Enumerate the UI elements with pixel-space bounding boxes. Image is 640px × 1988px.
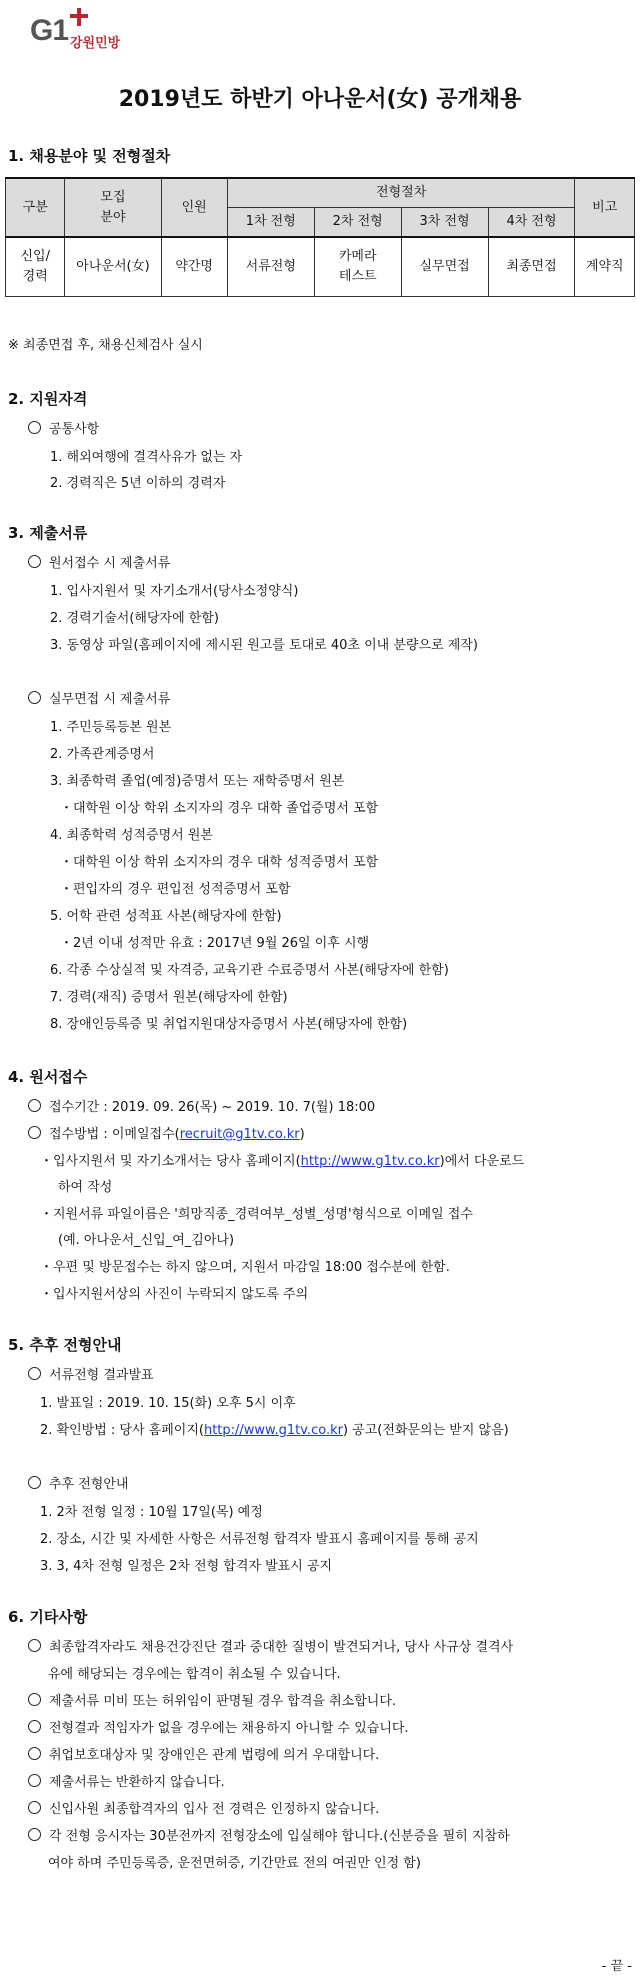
misc-item-text: 전형결과 적임자가 없을 경우에는 채용하지 아니할 수 있습니다. xyxy=(49,1721,409,1736)
document-item: 3. 동영상 파일(홈페이지에 제시된 원고를 토대로 40초 이내 분량으로 제작) xyxy=(50,638,478,653)
section-6-heading: 6. 기타사항 xyxy=(8,1608,88,1626)
cell-step-4: 최종면접 xyxy=(488,237,575,297)
misc-item xyxy=(28,1717,409,1736)
process-table xyxy=(5,177,635,297)
header-step-2: 2차 전형 xyxy=(314,208,401,238)
header-people: 인원 xyxy=(161,178,227,237)
screening-result-group-label: 서류전형 결과발표 xyxy=(49,1368,154,1383)
followup-item: 1. 2차 전형 일정 : 10월 17일(목) 예정 xyxy=(40,1505,263,1520)
document-item: 6. 각종 수상실적 및 자격증, 교육기관 수료증명서 사본(해당자에 한함) xyxy=(50,963,449,978)
document-item: 3. 최종학력 졸업(예정)증명서 또는 재학증명서 원본 xyxy=(50,774,345,789)
document-subitem: ・대학원 이상 학위 소지자의 경우 대학 성적증명서 포함 xyxy=(60,855,379,870)
section-5-heading: 5. 추후 전형안내 xyxy=(8,1336,122,1354)
cell-step-1: 서류전형 xyxy=(227,237,314,297)
logo-cross-icon xyxy=(70,8,88,26)
section-1-heading: 1. 채용분야 및 전형절차 xyxy=(8,147,171,165)
misc-item-text: 신입사원 최종합격자의 입사 전 경력은 인정하지 않습니다. xyxy=(49,1802,380,1817)
circle-bullet-icon xyxy=(28,1828,41,1841)
circle-bullet-icon xyxy=(28,1720,41,1733)
screening-result-group xyxy=(28,1364,154,1383)
application-period xyxy=(28,1096,375,1115)
cell-gubun xyxy=(6,237,65,297)
misc-item xyxy=(28,1771,225,1790)
document-item: 2. 경력기술서(해당자에 한함) xyxy=(50,611,219,626)
circle-bullet-icon xyxy=(28,1639,41,1652)
screening-item xyxy=(40,1419,509,1438)
qualification-item: 2. 경력직은 5년 이하의 경력자 xyxy=(50,476,226,491)
circle-bullet-icon xyxy=(28,1367,41,1380)
method-bullet: ・지원서류 파일이름은 '희망직종_경력여부_성별_성명'형식으로 이메일 접수 xyxy=(40,1207,473,1222)
misc-item xyxy=(28,1690,396,1709)
qualification-group-label: 공통사항 xyxy=(49,422,100,437)
document-item: 4. 최종학력 성적증명서 원본 xyxy=(50,828,213,843)
method-bullet-post: )에서 다운로드 xyxy=(439,1154,525,1169)
application-method xyxy=(28,1123,305,1142)
circle-bullet-icon xyxy=(28,555,41,568)
misc-item-text: 제출서류 미비 또는 허위임이 판명될 경우 합격을 취소합니다. xyxy=(49,1694,397,1709)
header-field-line1: 모집 xyxy=(100,189,126,205)
cell-step-2 xyxy=(314,237,401,297)
header-step-4: 4차 전형 xyxy=(488,208,575,238)
logo-name: 강원민방 xyxy=(70,36,121,51)
page-title: 2019년도 하반기 아나운서(女) 공개채용 xyxy=(118,87,522,112)
cell-gubun-line1: 신입/ xyxy=(20,249,50,264)
followup-group-label: 추후 전형안내 xyxy=(49,1477,129,1492)
document-subitem: ・2년 이내 성적만 유효 : 2017년 9월 26일 이후 시행 xyxy=(60,936,370,951)
documents-group-interview xyxy=(28,688,170,707)
section-1-note: ※ 최종면접 후, 채용신체검사 실시 xyxy=(8,338,203,353)
cell-step-2-line1: 카메라 xyxy=(338,249,377,264)
header-step-1: 1차 전형 xyxy=(227,208,314,238)
misc-item-continuation: 유에 해당되는 경우에는 합격이 취소될 수 있습니다. xyxy=(48,1667,341,1682)
documents-group-interview-label: 실무면접 시 제출서류 xyxy=(49,692,171,707)
header-process: 전형절차 xyxy=(227,178,575,208)
document-subitem: ・대학원 이상 학위 소지자의 경우 대학 졸업증명서 포함 xyxy=(60,801,379,816)
screening-item: 1. 발표일 : 2019. 10. 15(화) 오후 5시 이후 xyxy=(40,1396,296,1411)
misc-item xyxy=(28,1825,510,1844)
cell-gubun-line2: 경력 xyxy=(22,269,48,284)
documents-group-application xyxy=(28,552,170,571)
section-3-heading: 3. 제출서류 xyxy=(8,524,88,542)
cell-people: 약간명 xyxy=(161,237,227,297)
cell-step-3: 실무면접 xyxy=(401,237,488,297)
cell-field: 아나운서(女) xyxy=(65,237,161,297)
misc-item xyxy=(28,1798,379,1817)
header-etc: 비고 xyxy=(575,178,635,237)
end-mark: - 끝 - xyxy=(601,1959,632,1974)
documents-group-application-label: 원서접수 시 제출서류 xyxy=(49,556,171,571)
method-bullet xyxy=(40,1150,524,1169)
document-item: 1. 주민등록등본 원본 xyxy=(50,720,172,735)
circle-bullet-icon xyxy=(28,691,41,704)
circle-bullet-icon xyxy=(28,1126,41,1139)
method-bullet: ・입사지원서상의 사진이 누락되지 않도록 주의 xyxy=(40,1287,309,1302)
method-bullet-pre: ・입사지원서 및 자기소개서는 당사 홈페이지( xyxy=(40,1154,301,1169)
screening-item-post: ) 공고(전화문의는 받지 않음) xyxy=(342,1423,509,1438)
header-gubun: 구분 xyxy=(6,178,65,237)
circle-bullet-icon xyxy=(28,1693,41,1706)
document-item: 1. 입사지원서 및 자기소개서(당사소정양식) xyxy=(50,584,299,599)
followup-group xyxy=(28,1473,128,1492)
application-period-text: 접수기간 : 2019. 09. 26(목) ~ 2019. 10. 7(월) 18:00 xyxy=(49,1100,376,1115)
circle-bullet-icon xyxy=(28,1774,41,1787)
screening-item-pre: 2. 확인방법 : 당사 홈페이지( xyxy=(40,1423,204,1438)
circle-bullet-icon xyxy=(28,1099,41,1112)
circle-bullet-icon xyxy=(28,1476,41,1489)
method-bullet-continuation: 하여 작성 xyxy=(58,1180,113,1195)
followup-item: 3. 3, 4차 전형 일정은 2차 전형 합격자 발표시 공지 xyxy=(40,1559,333,1574)
document-item: 7. 경력(재직) 증명서 원본(해당자에 한함) xyxy=(50,990,288,1005)
misc-item xyxy=(28,1636,513,1655)
misc-item-text: 제출서류는 반환하지 않습니다. xyxy=(49,1775,225,1790)
document-item: 2. 가족관계증명서 xyxy=(50,747,155,762)
header-field-line2: 분야 xyxy=(100,209,126,225)
misc-item xyxy=(28,1744,379,1763)
qualification-item: 1. 해외여행에 결격사유가 없는 자 xyxy=(50,450,243,465)
section-4-heading: 4. 원서접수 xyxy=(8,1068,88,1086)
misc-item-text: 취업보호대상자 및 장애인은 관계 법령에 의거 우대합니다. xyxy=(49,1748,380,1763)
document-item: 8. 장애인등록증 및 취업지원대상자증명서 사본(해당자에 한함) xyxy=(50,1017,408,1032)
homepage-link[interactable]: http://www.g1tv.co.kr xyxy=(203,1423,343,1438)
method-bullet: ・우편 및 방문접수는 하지 않으며, 지원서 마감일 18:00 접수분에 한함. xyxy=(40,1260,450,1275)
circle-bullet-icon xyxy=(28,421,41,434)
circle-bullet-icon xyxy=(28,1747,41,1760)
document-item: 5. 어학 관련 성적표 사본(해당자에 한함) xyxy=(50,909,282,924)
misc-item-text: 각 전형 응시자는 30분전까지 전형장소에 입실해야 합니다.(신분증을 필히 지참하 xyxy=(49,1829,510,1844)
document-subitem: ・편입자의 경우 편입전 성적증명서 포함 xyxy=(60,882,291,897)
qualification-group xyxy=(28,418,99,437)
cell-etc: 계약직 xyxy=(575,237,635,297)
homepage-link[interactable]: http://www.g1tv.co.kr xyxy=(300,1154,440,1169)
cell-step-2-line2: 테스트 xyxy=(338,269,377,284)
section-2-heading: 2. 지원자격 xyxy=(8,390,88,408)
logo-mark: G1 xyxy=(30,14,69,47)
recruit-email-link[interactable]: recruit@g1tv.co.kr xyxy=(179,1127,300,1142)
application-method-pre: 접수방법 : 이메일접수( xyxy=(49,1127,180,1142)
misc-item-text: 최종합격자라도 채용건강진단 결과 중대한 질병이 발견되거나, 당사 사규상 결격사 xyxy=(49,1640,514,1655)
misc-item-continuation: 여야 하며 주민등록증, 운전면허증, 기간만료 전의 여권만 인정 함) xyxy=(48,1856,421,1871)
method-bullet-continuation: (예. 아나운서_신입_여_김아나) xyxy=(58,1233,235,1248)
header-step-3: 3차 전형 xyxy=(401,208,488,238)
application-method-post: ) xyxy=(299,1127,305,1142)
header-field xyxy=(65,178,161,237)
followup-item: 2. 장소, 시간 및 자세한 사항은 서류전형 합격자 발표시 홈페이지를 통해 공지 xyxy=(40,1532,479,1547)
circle-bullet-icon xyxy=(28,1801,41,1814)
